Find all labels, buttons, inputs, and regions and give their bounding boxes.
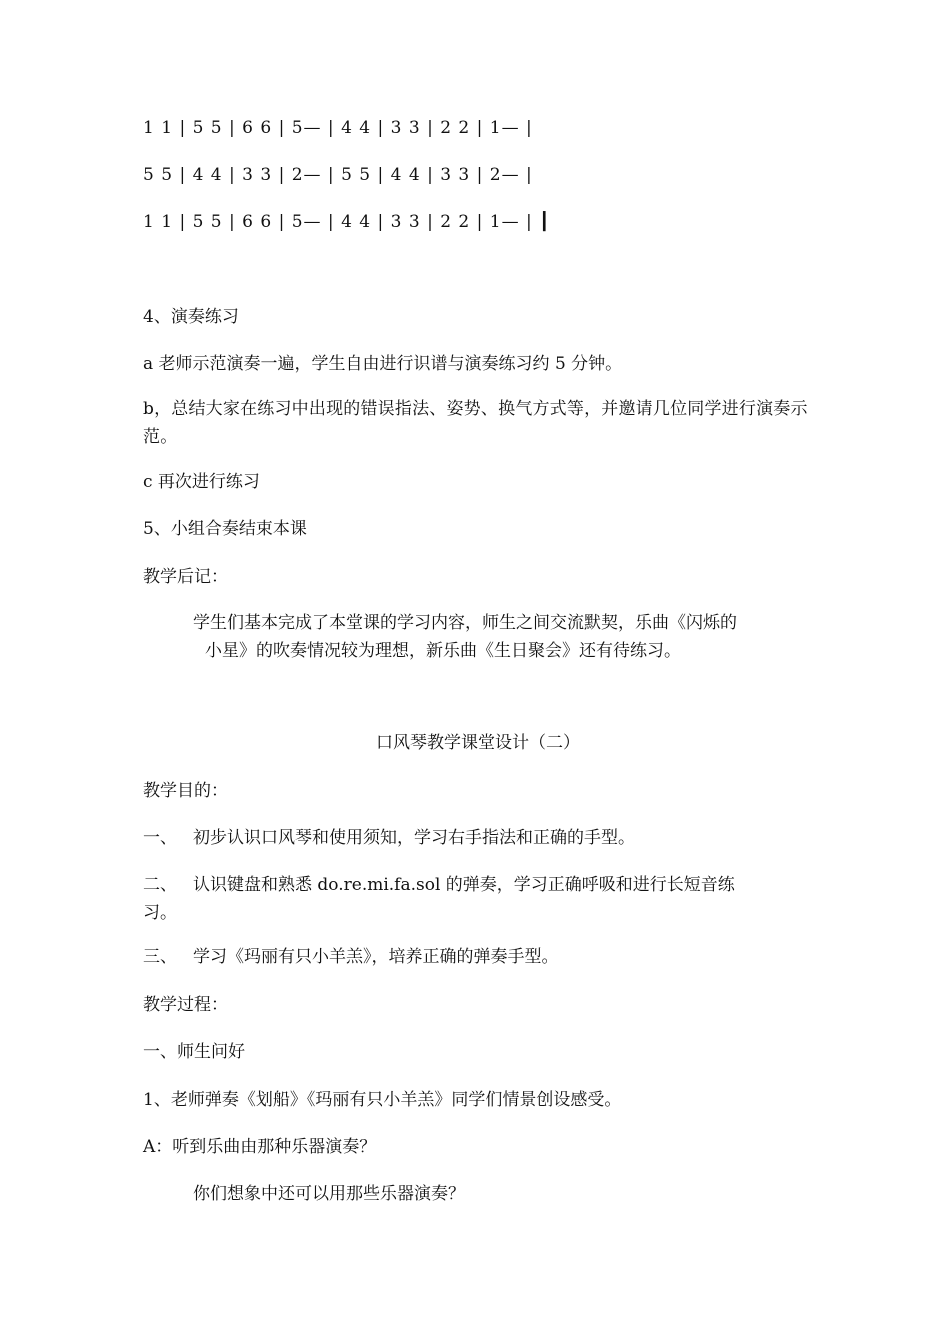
step-1-1: 1、老师弹奏《划船》《玛丽有只小羊羔》同学们情景创设感受。	[143, 1090, 622, 1110]
afterword-line-2: 小星》的吹奏情况较为理想，新乐曲《生日聚会》还有待练习。	[205, 641, 681, 661]
process-label: 教学过程：	[143, 995, 228, 1015]
goal-2-text: 认识键盘和熟悉 do.re.mi.fa.sol 的弹奏，学习正确呼吸和进行长短音练	[193, 875, 735, 895]
notation-line-1: 1 1 | 5 5 | 6 6 | 5— | 4 4 | 3 3 | 2 2 | 1— |	[143, 118, 533, 138]
goal-2	[143, 871, 813, 927]
section-4-item-b: b，总结大家在练习中出现的错误指法、姿势、换气方式等，并邀请几位同学进行演奏示范。	[143, 399, 808, 447]
notation-line-3: 1 1 | 5 5 | 6 6 | 5— | 4 4 | 3 3 | 2 2 | 1— | ┃	[143, 212, 551, 232]
section-4-heading: 4、演奏练习	[143, 307, 239, 327]
goals-label: 教学目的：	[143, 781, 228, 801]
goal-2-continuation: 习。	[143, 903, 177, 923]
goal-3-number: 三、	[143, 947, 177, 967]
goal-3-text: 学习《玛丽有只小羊羔》，培养正确的弹奏手型。	[193, 947, 559, 967]
goal-3	[143, 943, 813, 971]
goal-1	[143, 824, 813, 852]
goal-1-number: 一、	[143, 828, 177, 848]
section-5-heading: 5、小组合奏结束本课	[143, 519, 307, 539]
notation-line-2: 5 5 | 4 4 | 3 3 | 2— | 5 5 | 4 4 | 3 3 | 2— |	[143, 165, 533, 185]
step-1-heading: 一、师生问好	[143, 1042, 245, 1062]
question-a: A：听到乐曲由那种乐器演奏？	[143, 1137, 377, 1157]
afterword-text	[193, 609, 813, 665]
goal-2-number: 二、	[143, 875, 177, 895]
question-a-followup: 你们想象中还可以用那些乐器演奏？	[193, 1184, 465, 1204]
section-4-item-a: a 老师示范演奏一遍，学生自由进行识谱与演奏练习约 5 分钟。	[143, 354, 623, 374]
design-2-title: 口风琴教学课堂设计（二）	[376, 733, 580, 753]
section-4-item-c: c 再次进行练习	[143, 472, 260, 492]
afterword-label: 教学后记：	[143, 567, 228, 587]
goal-1-text: 初步认识口风琴和使用须知，学习右手指法和正确的手型。	[193, 828, 635, 848]
afterword-line-1: 学生们基本完成了本堂课的学习内容，师生之间交流默契，乐曲《闪烁的	[193, 613, 737, 633]
